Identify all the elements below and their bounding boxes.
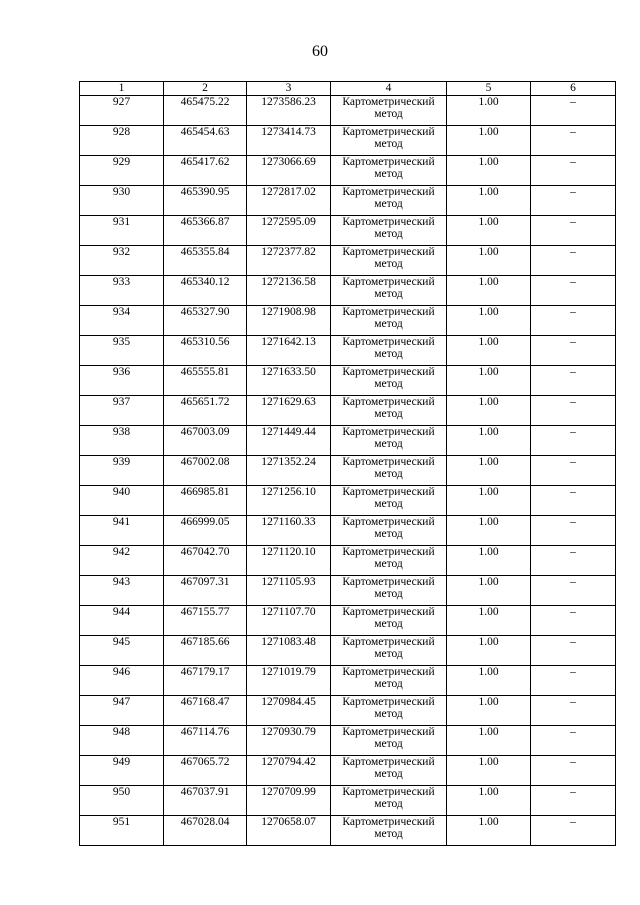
table-row <box>80 816 616 846</box>
table-row <box>80 666 616 696</box>
method-cell <box>331 696 447 726</box>
x-coordinate-cell: 467097.31 <box>164 576 247 606</box>
description-cell: – <box>531 636 616 666</box>
table-row <box>80 426 616 456</box>
table-row <box>80 276 616 306</box>
method-cell <box>331 156 447 186</box>
table-row <box>80 516 616 546</box>
accuracy-cell: 1.00 <box>447 96 531 126</box>
description-cell: – <box>531 156 616 186</box>
accuracy-cell: 1.00 <box>447 126 531 156</box>
x-coordinate-cell: 467065.72 <box>164 756 247 786</box>
method-line-2: метод <box>374 768 403 780</box>
method-cell <box>331 396 447 426</box>
table-row <box>80 486 616 516</box>
accuracy-cell: 1.00 <box>447 336 531 366</box>
method-cell <box>331 306 447 336</box>
point-number-cell: 936 <box>80 366 164 396</box>
x-coordinate-cell: 467185.66 <box>164 636 247 666</box>
method-cell <box>331 606 447 636</box>
x-coordinate-cell: 465327.90 <box>164 306 247 336</box>
accuracy-cell: 1.00 <box>447 186 531 216</box>
accuracy-cell: 1.00 <box>447 756 531 786</box>
y-coordinate-cell: 1271083.48 <box>247 636 331 666</box>
description-cell: – <box>531 576 616 606</box>
method-line-1: Картометрический <box>342 816 435 828</box>
x-coordinate-cell: 467028.04 <box>164 816 247 846</box>
method-cell <box>331 426 447 456</box>
table-row <box>80 576 616 606</box>
method-cell <box>331 186 447 216</box>
point-number-cell: 929 <box>80 156 164 186</box>
method-line-2: метод <box>374 408 403 420</box>
point-number-cell: 944 <box>80 606 164 636</box>
point-number-cell: 949 <box>80 756 164 786</box>
method-line-1: Картометрический <box>342 696 435 708</box>
method-line-1: Картометрический <box>342 786 435 798</box>
y-coordinate-cell: 1271160.33 <box>247 516 331 546</box>
point-number-cell: 940 <box>80 486 164 516</box>
description-cell: – <box>531 96 616 126</box>
accuracy-cell: 1.00 <box>447 606 531 636</box>
method-line-2: метод <box>374 738 403 750</box>
y-coordinate-cell: 1270658.07 <box>247 816 331 846</box>
x-coordinate-cell: 465651.72 <box>164 396 247 426</box>
table-row <box>80 546 616 576</box>
point-number-cell: 933 <box>80 276 164 306</box>
column-header: 6 <box>531 82 616 96</box>
method-cell <box>331 576 447 606</box>
method-line-2: метод <box>374 108 403 120</box>
method-line-2: метод <box>374 828 403 840</box>
method-line-1: Картометрический <box>342 306 435 318</box>
point-number-cell: 946 <box>80 666 164 696</box>
method-cell <box>331 546 447 576</box>
table-header-row <box>80 82 616 96</box>
method-cell <box>331 516 447 546</box>
method-line-1: Картометрический <box>342 576 435 588</box>
point-number-cell: 934 <box>80 306 164 336</box>
x-coordinate-cell: 467155.77 <box>164 606 247 636</box>
point-number-cell: 937 <box>80 396 164 426</box>
description-cell: – <box>531 516 616 546</box>
point-number-cell: 927 <box>80 96 164 126</box>
method-line-1: Картометрический <box>342 636 435 648</box>
method-line-2: метод <box>374 498 403 510</box>
accuracy-cell: 1.00 <box>447 696 531 726</box>
method-line-2: метод <box>374 468 403 480</box>
table-row <box>80 216 616 246</box>
table-row <box>80 306 616 336</box>
table-row <box>80 696 616 726</box>
method-line-2: метод <box>374 438 403 450</box>
y-coordinate-cell: 1271120.10 <box>247 546 331 576</box>
description-cell: – <box>531 696 616 726</box>
accuracy-cell: 1.00 <box>447 306 531 336</box>
method-line-1: Картометрический <box>342 516 435 528</box>
column-header: 4 <box>331 82 447 96</box>
method-line-1: Картометрический <box>342 486 435 498</box>
method-line-1: Картометрический <box>342 606 435 618</box>
method-line-1: Картометрический <box>342 336 435 348</box>
method-line-1: Картометрический <box>342 726 435 738</box>
accuracy-cell: 1.00 <box>447 516 531 546</box>
coordinates-table <box>79 81 616 846</box>
x-coordinate-cell: 465340.12 <box>164 276 247 306</box>
accuracy-cell: 1.00 <box>447 786 531 816</box>
y-coordinate-cell: 1270930.79 <box>247 726 331 756</box>
description-cell: – <box>531 396 616 426</box>
method-line-2: метод <box>374 198 403 210</box>
table-row <box>80 186 616 216</box>
point-number-cell: 941 <box>80 516 164 546</box>
y-coordinate-cell: 1273414.73 <box>247 126 331 156</box>
description-cell: – <box>531 606 616 636</box>
column-header: 2 <box>164 82 247 96</box>
table-row <box>80 636 616 666</box>
y-coordinate-cell: 1271633.50 <box>247 366 331 396</box>
point-number-cell: 951 <box>80 816 164 846</box>
method-line-1: Картометрический <box>342 546 435 558</box>
point-number-cell: 935 <box>80 336 164 366</box>
method-line-2: метод <box>374 558 403 570</box>
method-cell <box>331 336 447 366</box>
y-coordinate-cell: 1273586.23 <box>247 96 331 126</box>
method-line-2: метод <box>374 618 403 630</box>
method-cell <box>331 246 447 276</box>
description-cell: – <box>531 186 616 216</box>
x-coordinate-cell: 467002.08 <box>164 456 247 486</box>
x-coordinate-cell: 465417.62 <box>164 156 247 186</box>
page-number: 60 <box>312 43 328 60</box>
table-row <box>80 246 616 276</box>
x-coordinate-cell: 467037.91 <box>164 786 247 816</box>
method-line-2: метод <box>374 138 403 150</box>
y-coordinate-cell: 1271019.79 <box>247 666 331 696</box>
column-header: 3 <box>247 82 331 96</box>
y-coordinate-cell: 1270984.45 <box>247 696 331 726</box>
method-line-2: метод <box>374 708 403 720</box>
accuracy-cell: 1.00 <box>447 426 531 456</box>
method-line-1: Картометрический <box>342 126 435 138</box>
x-coordinate-cell: 467003.09 <box>164 426 247 456</box>
description-cell: – <box>531 546 616 576</box>
column-header: 1 <box>80 82 164 96</box>
table-row <box>80 126 616 156</box>
y-coordinate-cell: 1271629.63 <box>247 396 331 426</box>
y-coordinate-cell: 1273066.69 <box>247 156 331 186</box>
y-coordinate-cell: 1271107.70 <box>247 606 331 636</box>
point-number-cell: 930 <box>80 186 164 216</box>
x-coordinate-cell: 465390.95 <box>164 186 247 216</box>
description-cell: – <box>531 246 616 276</box>
y-coordinate-cell: 1271642.13 <box>247 336 331 366</box>
description-cell: – <box>531 816 616 846</box>
accuracy-cell: 1.00 <box>447 816 531 846</box>
description-cell: – <box>531 276 616 306</box>
accuracy-cell: 1.00 <box>447 636 531 666</box>
method-line-1: Картометрический <box>342 246 435 258</box>
method-line-1: Картометрический <box>342 186 435 198</box>
x-coordinate-cell: 467168.47 <box>164 696 247 726</box>
point-number-cell: 943 <box>80 576 164 606</box>
x-coordinate-cell: 465355.84 <box>164 246 247 276</box>
table-row <box>80 336 616 366</box>
method-line-1: Картометрический <box>342 456 435 468</box>
description-cell: – <box>531 366 616 396</box>
method-line-1: Картометрический <box>342 396 435 408</box>
method-line-2: метод <box>374 378 403 390</box>
x-coordinate-cell: 465310.56 <box>164 336 247 366</box>
method-line-2: метод <box>374 648 403 660</box>
method-cell <box>331 756 447 786</box>
point-number-cell: 945 <box>80 636 164 666</box>
accuracy-cell: 1.00 <box>447 396 531 426</box>
point-number-cell: 938 <box>80 426 164 456</box>
method-cell <box>331 366 447 396</box>
point-number-cell: 950 <box>80 786 164 816</box>
y-coordinate-cell: 1271105.93 <box>247 576 331 606</box>
description-cell: – <box>531 456 616 486</box>
method-line-2: метод <box>374 318 403 330</box>
y-coordinate-cell: 1270709.99 <box>247 786 331 816</box>
method-line-2: метод <box>374 588 403 600</box>
x-coordinate-cell: 466985.81 <box>164 486 247 516</box>
x-coordinate-cell: 467042.70 <box>164 546 247 576</box>
method-line-1: Картометрический <box>342 276 435 288</box>
method-cell <box>331 216 447 246</box>
point-number-cell: 948 <box>80 726 164 756</box>
accuracy-cell: 1.00 <box>447 456 531 486</box>
accuracy-cell: 1.00 <box>447 276 531 306</box>
y-coordinate-cell: 1272136.58 <box>247 276 331 306</box>
method-line-1: Картометрический <box>342 96 435 108</box>
x-coordinate-cell: 466999.05 <box>164 516 247 546</box>
method-line-1: Картометрический <box>342 366 435 378</box>
method-cell <box>331 816 447 846</box>
method-line-2: метод <box>374 168 403 180</box>
table-row <box>80 606 616 636</box>
method-cell <box>331 276 447 306</box>
description-cell: – <box>531 126 616 156</box>
accuracy-cell: 1.00 <box>447 666 531 696</box>
x-coordinate-cell: 465555.81 <box>164 366 247 396</box>
x-coordinate-cell: 465366.87 <box>164 216 247 246</box>
method-line-2: метод <box>374 228 403 240</box>
y-coordinate-cell: 1272817.02 <box>247 186 331 216</box>
point-number-cell: 932 <box>80 246 164 276</box>
y-coordinate-cell: 1272595.09 <box>247 216 331 246</box>
method-line-2: метод <box>374 528 403 540</box>
table-row <box>80 786 616 816</box>
method-line-2: метод <box>374 258 403 270</box>
method-cell <box>331 666 447 696</box>
description-cell: – <box>531 756 616 786</box>
y-coordinate-cell: 1272377.82 <box>247 246 331 276</box>
description-cell: – <box>531 486 616 516</box>
accuracy-cell: 1.00 <box>447 576 531 606</box>
table-row <box>80 96 616 126</box>
accuracy-cell: 1.00 <box>447 486 531 516</box>
method-line-1: Картометрический <box>342 426 435 438</box>
method-cell <box>331 456 447 486</box>
accuracy-cell: 1.00 <box>447 366 531 396</box>
method-line-1: Картометрический <box>342 216 435 228</box>
table-row <box>80 396 616 426</box>
method-cell <box>331 486 447 516</box>
accuracy-cell: 1.00 <box>447 216 531 246</box>
method-cell <box>331 726 447 756</box>
description-cell: – <box>531 726 616 756</box>
table-row <box>80 726 616 756</box>
description-cell: – <box>531 306 616 336</box>
x-coordinate-cell: 465475.22 <box>164 96 247 126</box>
point-number-cell: 931 <box>80 216 164 246</box>
description-cell: – <box>531 426 616 456</box>
table-row <box>80 366 616 396</box>
accuracy-cell: 1.00 <box>447 156 531 186</box>
method-line-2: метод <box>374 288 403 300</box>
accuracy-cell: 1.00 <box>447 246 531 276</box>
y-coordinate-cell: 1271256.10 <box>247 486 331 516</box>
table-row <box>80 456 616 486</box>
accuracy-cell: 1.00 <box>447 726 531 756</box>
y-coordinate-cell: 1271908.98 <box>247 306 331 336</box>
description-cell: – <box>531 336 616 366</box>
description-cell: – <box>531 216 616 246</box>
method-line-1: Картометрический <box>342 156 435 168</box>
description-cell: – <box>531 786 616 816</box>
point-number-cell: 928 <box>80 126 164 156</box>
method-cell <box>331 636 447 666</box>
method-cell <box>331 126 447 156</box>
method-cell <box>331 96 447 126</box>
description-cell: – <box>531 666 616 696</box>
table-row <box>80 756 616 786</box>
y-coordinate-cell: 1271352.24 <box>247 456 331 486</box>
column-header: 5 <box>447 82 531 96</box>
method-line-2: метод <box>374 798 403 810</box>
x-coordinate-cell: 467179.17 <box>164 666 247 696</box>
method-line-1: Картометрический <box>342 666 435 678</box>
method-line-2: метод <box>374 678 403 690</box>
point-number-cell: 939 <box>80 456 164 486</box>
accuracy-cell: 1.00 <box>447 546 531 576</box>
point-number-cell: 947 <box>80 696 164 726</box>
method-line-1: Картометрический <box>342 756 435 768</box>
y-coordinate-cell: 1270794.42 <box>247 756 331 786</box>
x-coordinate-cell: 465454.63 <box>164 126 247 156</box>
method-cell <box>331 786 447 816</box>
table-row <box>80 156 616 186</box>
x-coordinate-cell: 467114.76 <box>164 726 247 756</box>
y-coordinate-cell: 1271449.44 <box>247 426 331 456</box>
method-line-2: метод <box>374 348 403 360</box>
point-number-cell: 942 <box>80 546 164 576</box>
